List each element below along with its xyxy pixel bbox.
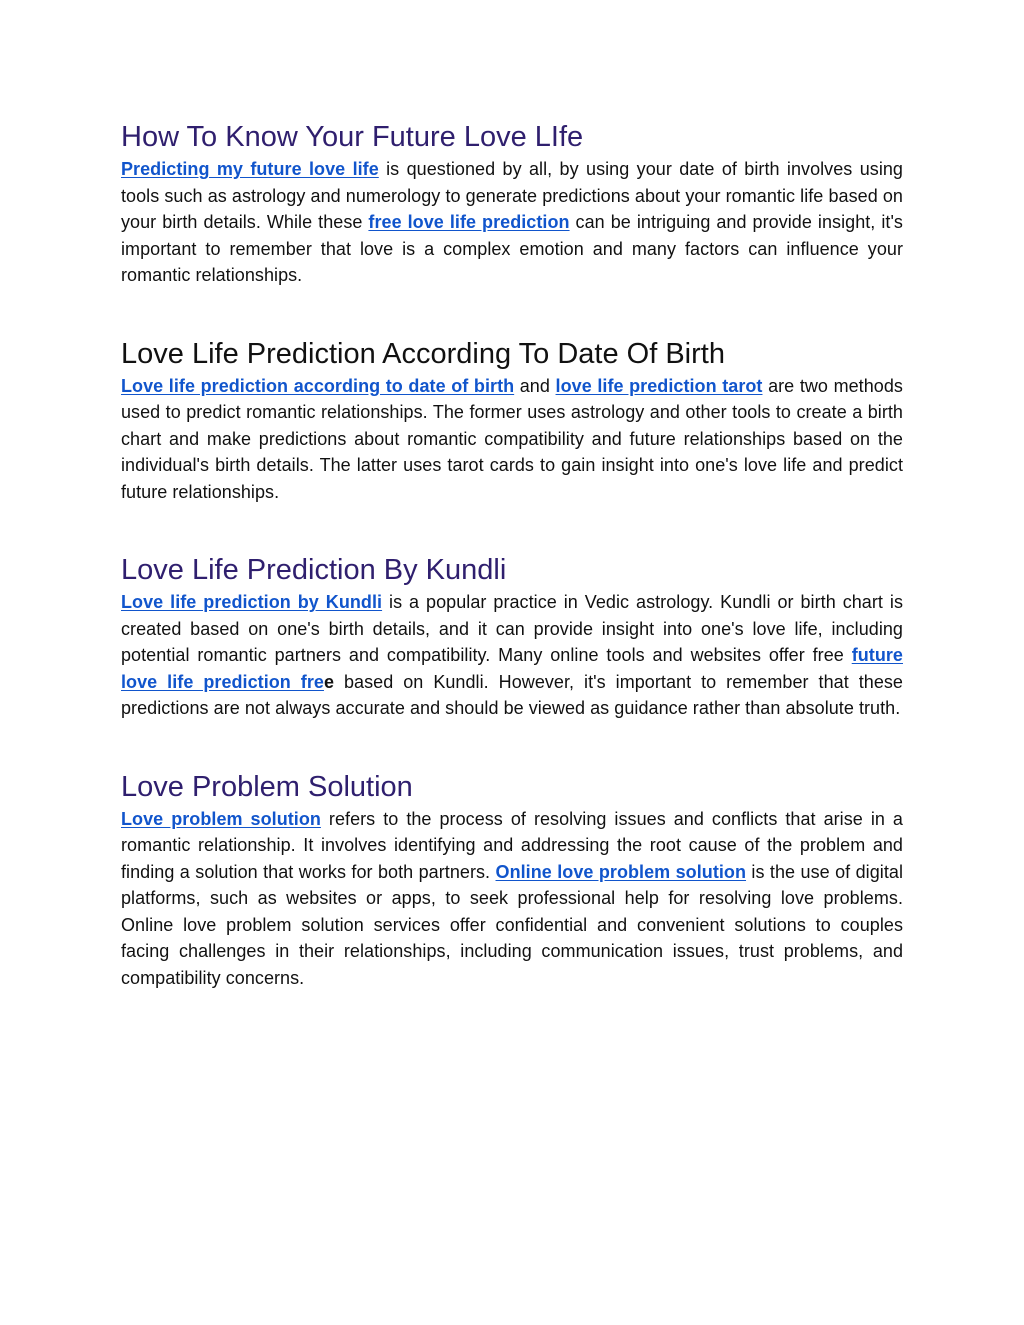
link-love-life-prediction-date-of-birth[interactable]: Love life prediction according to date of birth: [121, 375, 515, 396]
link-love-problem-solution[interactable]: Love problem solution: [121, 808, 321, 829]
link-future-love-life-prediction-free[interactable]: future love life prediction fre: [121, 645, 903, 692]
link-predicting-my-future-love-life[interactable]: Predicting my future love life: [121, 159, 379, 179]
link-tail-letter: e: [323, 671, 335, 692]
section-heading: Love Life Prediction According To Date Of Birth: [121, 337, 725, 370]
paragraph-text: can be intriguing and provide insight, it's important to remember that love is a complex emotion and many factors can influence your romantic relationships.: [121, 212, 903, 285]
document-page: [121, 118, 903, 991]
section-paragraph: [121, 589, 903, 722]
section-heading: Love Life Prediction By Kundli: [121, 554, 507, 586]
section-future-love-life: [121, 118, 903, 289]
paragraph-text: based on Kundli. However, it's important to remember that these predictions are not always accurate and should be viewed as guidance rather than absolute truth.: [121, 671, 903, 718]
paragraph-text: are two methods used to predict romantic relationships. The former uses astrology and other tools to create a birth chart and make predictions about romantic compatibility and future relationships based on the individual's birth details. The latter uses tarot cards to gain insight into one's love life and predict future relationships.: [121, 375, 903, 502]
section-heading: How To Know Your Future Love LIfe: [121, 121, 584, 153]
section-love-problem-solution: [121, 768, 903, 992]
section-kundli: [121, 551, 903, 722]
link-love-life-prediction-by-kundli[interactable]: Love life prediction by Kundli: [121, 592, 383, 612]
section-paragraph: [121, 373, 903, 506]
paragraph-text: is the use of digital platforms, such as websites or apps, to seek professional help for resolving love problems. Online love problem solution services offer confidential and convenient solutions to couples facing challenges in their relationships, including communication issues, trust problems, and compatibility concerns.: [121, 861, 903, 988]
section-paragraph: [121, 806, 903, 992]
link-love-life-prediction-tarot[interactable]: love life prediction tarot: [555, 375, 763, 396]
paragraph-text: and: [514, 375, 556, 396]
section-heading: Love Problem Solution: [121, 770, 413, 803]
link-free-love-life-prediction[interactable]: free love life prediction: [368, 212, 570, 232]
paragraph-text: is questioned by all, by using your date of birth involves using tools such as astrology and numerology to generate predictions about your romantic life based on your birth details. While these: [121, 159, 903, 232]
paragraph-text: is a popular practice in Vedic astrology. Kundli or birth chart is created based on one's birth details, and it can provide insight into one's love life, including potential romantic partners and compatibility. Many online tools and websites offer free: [121, 592, 903, 665]
link-online-love-problem-solution[interactable]: Online love problem solution: [495, 861, 747, 882]
section-paragraph: [121, 156, 903, 289]
section-date-of-birth: [121, 335, 903, 506]
paragraph-text: refers to the process of resolving issues and conflicts that arise in a romantic relationship. It involves identifying and addressing the root cause of the problem and finding a solution that works for both partners.: [121, 808, 903, 882]
